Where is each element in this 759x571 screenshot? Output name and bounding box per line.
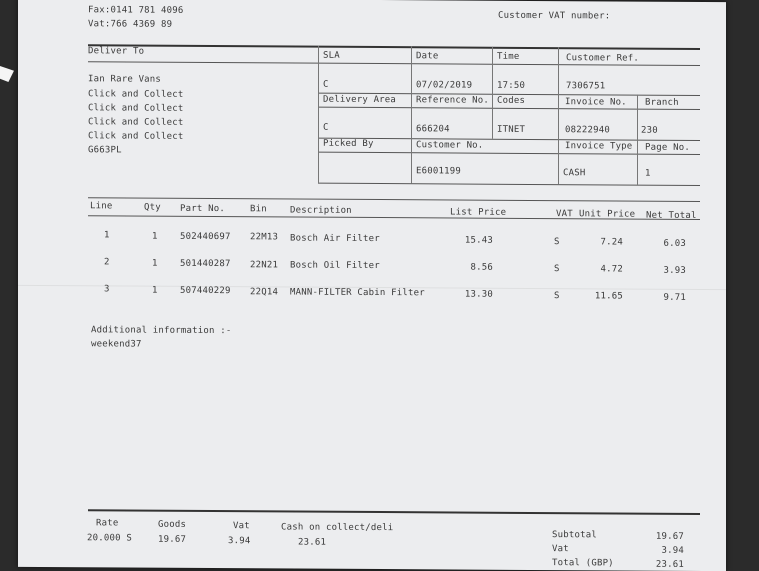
row-part-no: 501440287 xyxy=(180,258,231,270)
row-description: Bosch Air Filter xyxy=(290,233,380,245)
page-no-value: 1 xyxy=(645,168,651,179)
col-description-header: Description xyxy=(290,205,352,216)
fax-number: Fax:0141 781 4096 xyxy=(88,5,184,16)
deliver-to-line: Click and Collect xyxy=(88,131,184,142)
vat-label: Vat xyxy=(233,521,250,532)
col-unit-price-header: Unit Price xyxy=(579,209,636,220)
deliver-to-label: Deliver To xyxy=(88,46,145,57)
row-net-total: 6.03 xyxy=(663,238,686,249)
row-qty: 1 xyxy=(152,285,158,296)
vat-number: Vat:766 4369 89 xyxy=(88,19,173,30)
row-unit-price: 7.24 xyxy=(600,237,623,248)
row-vat: S xyxy=(554,291,560,302)
col-line-header: Line xyxy=(90,201,113,212)
row-description: MANN-FILTER Cabin Filter xyxy=(290,287,425,299)
additional-info-value: weekend37 xyxy=(91,339,142,350)
row-list-price: 15.43 xyxy=(464,235,493,246)
row-list-price: 8.56 xyxy=(470,262,493,273)
row-qty: 1 xyxy=(152,231,158,242)
codes-label: Codes xyxy=(497,95,526,106)
total-value: 23.61 xyxy=(655,559,684,570)
paper-corner xyxy=(0,66,14,82)
vat-total-value: 3.94 xyxy=(661,545,684,556)
date-label: Date xyxy=(416,51,439,62)
header-row-rule xyxy=(318,138,700,141)
header-row-rule xyxy=(318,152,700,155)
sla-label: SLA xyxy=(323,50,340,61)
row-bin: 22N21 xyxy=(250,260,279,271)
row-vat: S xyxy=(554,264,560,275)
cash-on-collect-label: Cash on collect/deli xyxy=(281,522,394,534)
total-label: Total (GBP) xyxy=(552,558,614,569)
time-value: 17:50 xyxy=(497,80,526,91)
customer-ref-value: 7306751 xyxy=(566,81,606,92)
rate-label: Rate xyxy=(96,518,119,529)
codes-value: ITNET xyxy=(497,124,526,135)
header-top-rule xyxy=(88,44,700,50)
delivery-area-label: Delivery Area xyxy=(323,94,397,106)
customer-no-label: Customer No. xyxy=(416,140,484,151)
row-part-no: 507440229 xyxy=(180,285,231,297)
header-col-rule xyxy=(411,46,412,183)
row-bin: 22Q14 xyxy=(250,287,279,298)
additional-info-label: Additional information :- xyxy=(91,325,232,337)
row-list-price: 13.30 xyxy=(464,289,493,300)
cash-on-collect-value: 23.61 xyxy=(298,537,327,548)
header-row-rule xyxy=(318,107,700,110)
goods-value: 19.67 xyxy=(158,534,187,545)
row-line: 3 xyxy=(104,284,110,295)
page-no-label: Page No. xyxy=(645,142,690,153)
vat-total-label: Vat xyxy=(552,544,569,555)
delivery-area-value: C xyxy=(323,122,329,133)
branch-label: Branch xyxy=(645,97,679,108)
row-line: 2 xyxy=(104,257,110,268)
row-net-total: 3.93 xyxy=(663,265,686,276)
col-part-no-header: Part No. xyxy=(180,203,225,215)
row-net-total: 9.71 xyxy=(663,292,686,303)
col-vat-header: VAT xyxy=(556,209,573,220)
subtotal-label: Subtotal xyxy=(552,530,597,541)
row-unit-price: 11.65 xyxy=(594,291,623,302)
header-col-rule xyxy=(318,46,319,183)
header-col-rule xyxy=(492,47,493,139)
header-col-rule xyxy=(637,95,638,185)
customer-ref-label: Customer Ref. xyxy=(566,53,640,64)
footer-top-rule xyxy=(88,509,700,515)
customer-no-value: E6001199 xyxy=(416,166,461,177)
lines-table-top-rule xyxy=(88,197,700,202)
reference-no-label: Reference No. xyxy=(416,95,490,106)
header-col-rule xyxy=(558,47,559,184)
col-qty-header: Qty xyxy=(144,202,161,213)
header-row-rule xyxy=(318,183,700,186)
row-vat: S xyxy=(554,237,560,248)
invoice-type-value: CASH xyxy=(563,168,586,179)
reference-no-value: 666204 xyxy=(416,124,450,135)
row-qty: 1 xyxy=(152,258,158,269)
row-line: 1 xyxy=(104,230,110,241)
vat-value: 3.94 xyxy=(228,536,251,547)
time-label: Time xyxy=(497,51,520,62)
col-net-total-header: Net Total xyxy=(646,210,697,221)
picked-by-label: Picked By xyxy=(323,138,374,150)
row-unit-price: 4.72 xyxy=(600,264,623,275)
invoice-no-label: Invoice No. xyxy=(565,97,627,108)
goods-label: Goods xyxy=(158,519,187,530)
row-description: Bosch Oil Filter xyxy=(290,260,380,272)
deliver-to-line: Click and Collect xyxy=(88,117,184,128)
deliver-to-line: Click and Collect xyxy=(88,103,184,114)
date-value: 07/02/2019 xyxy=(416,80,473,91)
subtotal-value: 19.67 xyxy=(655,531,684,542)
invoice-document xyxy=(18,0,726,571)
col-list-price-header: List Price xyxy=(450,207,507,218)
row-bin: 22M13 xyxy=(250,232,279,243)
col-bin-header: Bin xyxy=(250,204,267,215)
invoice-no-value: 08222940 xyxy=(565,125,610,136)
deliver-to-line: G663PL xyxy=(88,145,122,156)
sla-value: C xyxy=(323,79,329,90)
deliver-to-line: Click and Collect xyxy=(88,89,184,100)
branch-value: 230 xyxy=(641,125,658,136)
row-part-no: 502440697 xyxy=(180,231,231,243)
invoice-type-label: Invoice Type xyxy=(565,141,633,152)
rate-value: 20.000 S xyxy=(87,533,132,544)
customer-vat-label: Customer VAT number: xyxy=(498,10,611,22)
deliver-to-line: Ian Rare Vans xyxy=(88,74,162,85)
